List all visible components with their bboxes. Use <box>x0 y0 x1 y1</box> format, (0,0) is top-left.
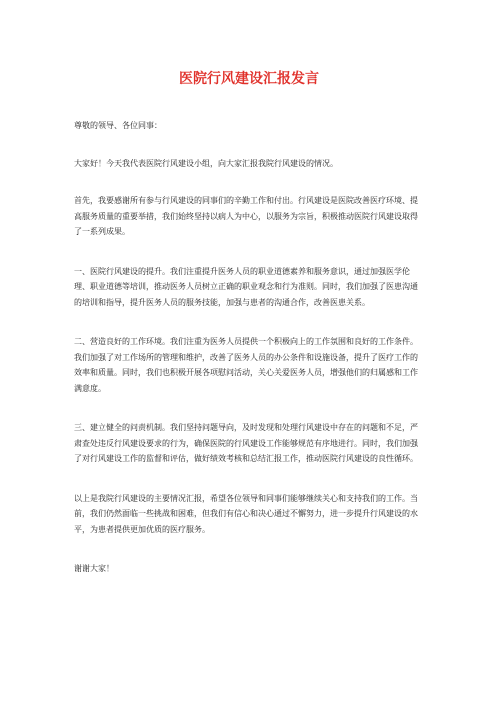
paragraph-section-2: 二、营造良好的工作环境。我们注重为医务人员提供一个积极向上的工作氛围和良好的工作条件。我们加强了对工作场所的管理和维护，改善了医务人员的办公条件和设施设备，提升了医疗工作的效率和质量。同时，我们也积极开展各项慰问活动，关心关爱医务人员，增强他们的归属感和工作满意度。 <box>74 337 418 393</box>
salutation: 尊敬的领导、各位同事： <box>74 121 162 130</box>
paragraph-section-1: 一、医院行风建设的提升。我们注重提升医务人员的职业道德素养和服务意识，通过加强医学伦理、职业道德等培训，推动医务人员树立正确的职业观念和行为准则。同时，我们加强了医患沟通的培训和指导，提升医务人员的服务技能，加强与患者的沟通合作，改善医患关系。 <box>74 266 418 307</box>
document-title: 医院行风建设汇报发言 <box>179 71 319 87</box>
paragraph-section-3: 三、建立健全的问责机制。我们坚持问题导向，及时发现和处理行风建设中存在的问题和不足，严肃查处违反行风建设要求的行为，确保医院的行风建设工作能够规范有序地进行。同时，我们加强了对行风建设工作的监督和评估，做好绩效考核和总结汇报工作，推动医院行风建设的良性循环。 <box>74 423 418 463</box>
paragraph-thanks: 首先，我要感谢所有参与行风建设的同事们的辛勤工作和付出。行风建设是医院改善医疗环境、提高服务质量的重要举措，我们始终坚持以病人为中心，以服务为宗旨，积极推动医院行风建设取得了一系列成果。 <box>74 196 418 236</box>
paragraph-closing: 谢谢大家！ <box>74 564 114 573</box>
paragraph-summary: 以上是我院行风建设的主要情况汇报，希望各位领导和同事们能够继续关心和支持我们的工作。当前，我们仍然面临一些挑战和困难，但我们有信心和决心通过不懈努力，进一步提升行风建设的水平，为患者提供更加优质的医疗服务。 <box>74 493 418 534</box>
paragraph-greeting: 大家好！今天我代表医院行风建设小组，向大家汇报我院行风建设的情况。 <box>74 158 338 168</box>
